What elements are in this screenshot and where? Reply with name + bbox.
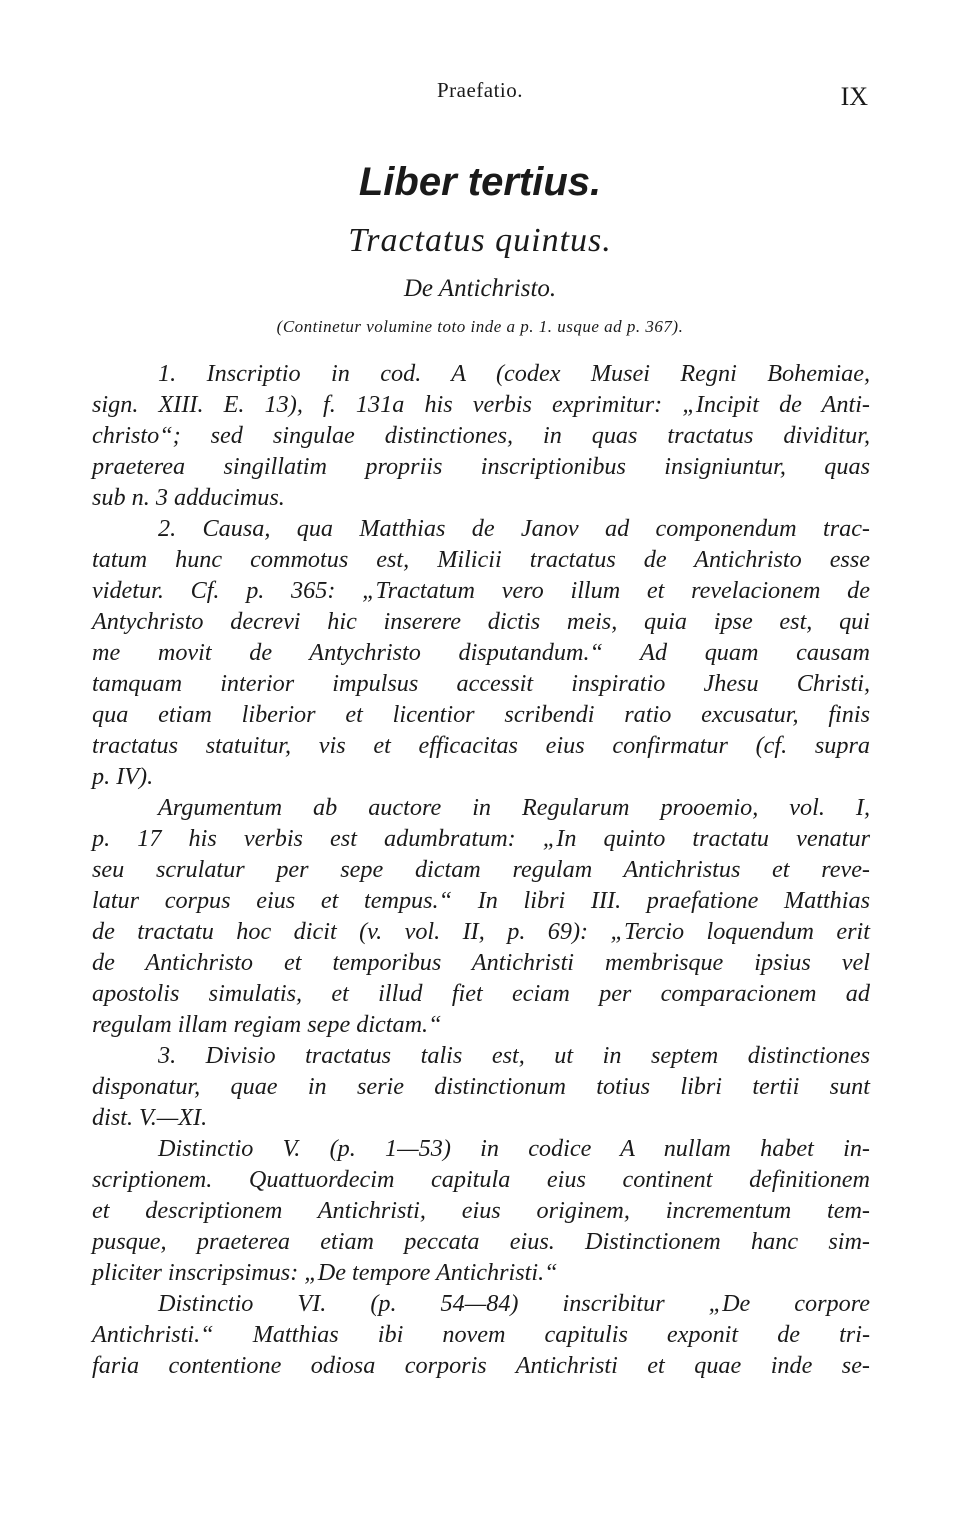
text-line: Distinctio VI. (p. 54—84) inscribitur „De corpore — [158, 1290, 870, 1317]
text-line: praeterea singillatim propriis inscriptionibus insigniuntur, quas — [92, 453, 870, 480]
body-text — [92, 358, 870, 1381]
text-line: seu scrulatur per sepe dictam regulam Antichristus et reve- — [92, 856, 870, 883]
text-line: p. IV). — [92, 763, 154, 790]
text-line: videtur. Cf. p. 365: „Tractatum vero illum et revelacionem de — [92, 577, 870, 604]
text-line: sign. XIII. E. 13), f. 131a his verbis exprimitur: „Incipit de Anti- — [92, 391, 870, 418]
text-line: qua etiam liberior et licentior scribendi ratio excusatur, finis — [92, 701, 870, 728]
text-line: Antichristi.“ Matthias ibi novem capitulis exponit de tri- — [92, 1321, 870, 1348]
text-line: scriptionem. Quattuordecim capitula eius continent definitionem — [92, 1166, 870, 1193]
text-line: de tractatu hoc dicit (v. vol. II, p. 69): „Tercio loquendum erit — [92, 918, 870, 945]
text-line: pusque, praeterea etiam peccata eius. Distinctionem hanc sim- — [92, 1228, 870, 1255]
text-line: latur corpus eius et tempus.“ In libri III. praefatione Matthias — [92, 887, 870, 914]
text-line: 1. Inscriptio in cod. A (codex Musei Regni Bohemiae, — [158, 360, 870, 387]
content-note: (Continetur volumine toto inde a p. 1. usque ad p. 367). — [276, 317, 684, 336]
text-line: christo“; sed singulae distinctiones, in quas tractatus dividitur, — [92, 422, 870, 449]
text-line: me movit de Antychristo disputandum.“ Ad quam causam — [92, 639, 870, 666]
text-line: Antychristo decrevi hic inserere dictis meis, quia ipse est, qui — [92, 608, 870, 635]
subject-title: De Antichristo. — [403, 275, 557, 302]
text-line: tamquam interior impulsus accessit inspiratio Jhesu Christi, — [92, 670, 870, 697]
text-line: Distinctio V. (p. 1—53) in codice A nullam habet in- — [158, 1135, 870, 1162]
running-head-title: Praefatio. — [436, 78, 524, 102]
tractatus-title: Tractatus quintus. — [348, 222, 612, 259]
text-line: faria contentione odiosa corporis Antichristi et quae inde se- — [92, 1352, 870, 1379]
text-line: tractatus statuitur, vis et efficacitas eius confirmatur (cf. supra — [92, 732, 870, 759]
text-line: sub n. 3 adducimus. — [92, 484, 285, 511]
running-head — [0, 78, 960, 111]
text-line: p. 17 his verbis est adumbratum: „In quinto tractatu venatur — [92, 825, 870, 852]
text-line: 2. Causa, qua Matthias de Janov ad componendum trac- — [158, 515, 870, 542]
text-line: et descriptionem Antichristi, eius originem, incrementum tem- — [92, 1197, 870, 1224]
text-line: dist. V.—XI. — [92, 1104, 208, 1131]
text-line: tatum hunc commotus est, Milicii tractatus de Antichristo esse — [92, 546, 870, 573]
page-number: IX — [840, 82, 868, 111]
text-line: Argumentum ab auctore in Regularum prooemio, vol. I, — [158, 794, 870, 821]
text-line: pliciter inscripsimus: „De tempore Antichristi.“ — [92, 1259, 558, 1286]
text-line: regulam illam regiam sepe dictam.“ — [92, 1011, 442, 1038]
text-line: apostolis simulatis, et illud fiet eciam per comparacionem ad — [92, 980, 870, 1007]
book-title: Liber tertius. — [358, 160, 602, 204]
text-line: de Antichristo et temporibus Antichristi membrisque ipsius vel — [92, 949, 870, 976]
text-line: disponatur, quae in serie distinctionum totius libri tertii sunt — [92, 1073, 870, 1100]
text-line: 3. Divisio tractatus talis est, ut in septem distinctiones — [158, 1042, 870, 1069]
